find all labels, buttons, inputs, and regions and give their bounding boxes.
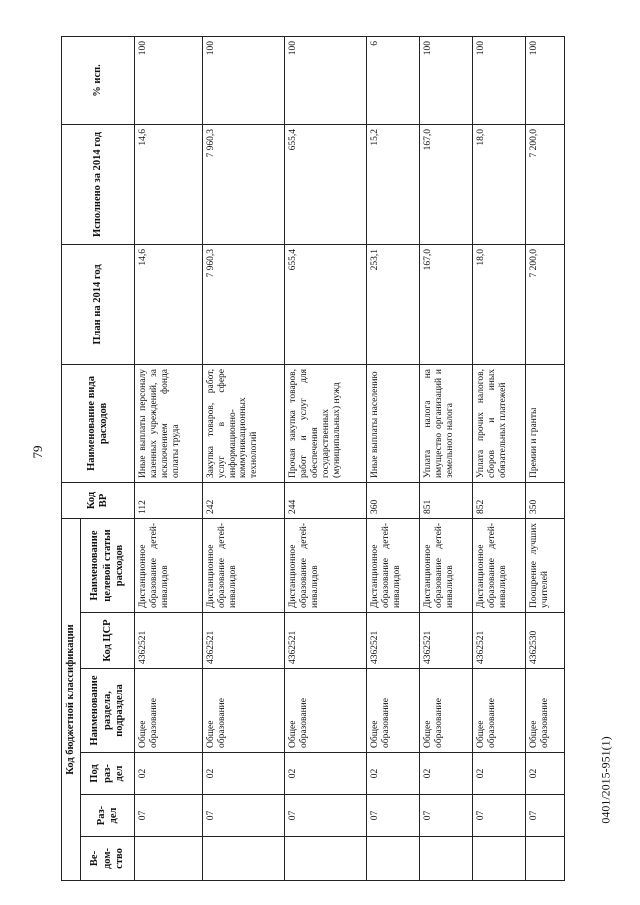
cell-razdel: 07 bbox=[367, 795, 420, 837]
col-pct: % исп. bbox=[62, 36, 135, 124]
cell-vr: 851 bbox=[420, 482, 473, 518]
cell-vr: 242 bbox=[202, 482, 284, 518]
cell-name-razdel: Общее образование bbox=[284, 669, 366, 753]
col-done: Исполнено за 2014 год bbox=[62, 124, 135, 244]
cell-pct: 6 bbox=[367, 36, 420, 124]
budget-table-rotated bbox=[61, 37, 565, 881]
cell-vedomstvo bbox=[202, 837, 284, 881]
cell-vr: 112 bbox=[135, 482, 203, 518]
cell-name-vr: Премии и гранты bbox=[526, 364, 565, 482]
cell-podrazdel: 02 bbox=[284, 753, 366, 795]
cell-plan: 7 200,0 bbox=[526, 244, 565, 364]
cell-podrazdel: 02 bbox=[202, 753, 284, 795]
cell-name-razdel: Общее образование bbox=[526, 669, 565, 753]
cell-done: 7 200,0 bbox=[526, 124, 565, 244]
cell-razdel: 07 bbox=[420, 795, 473, 837]
cell-name-vr: Закупка товаров, работ, услуг в сфере информационно-коммуникационных технологий bbox=[202, 364, 284, 482]
cell-vedomstvo bbox=[420, 837, 473, 881]
cell-razdel: 07 bbox=[526, 795, 565, 837]
cell-name-razdel: Общее образование bbox=[202, 669, 284, 753]
cell-razdel: 07 bbox=[473, 795, 526, 837]
col-name-csr: Наименование целевой статьи расходов bbox=[81, 518, 135, 612]
col-razdel: Раз- дел bbox=[81, 795, 135, 837]
cell-vedomstvo bbox=[526, 837, 565, 881]
cell-done: 7 960,3 bbox=[202, 124, 284, 244]
cell-name-csr: Дистанционное образование детей-инвалидов bbox=[473, 518, 526, 612]
cell-done: 655,4 bbox=[284, 124, 366, 244]
cell-razdel: 07 bbox=[135, 795, 203, 837]
table-row bbox=[526, 36, 565, 880]
cell-name-csr: Дистанционное образование детей-инвалидов bbox=[135, 518, 203, 612]
cell-vr: 244 bbox=[284, 482, 366, 518]
cell-name-csr: Дистанционное образование детей-инвалидов bbox=[202, 518, 284, 612]
table-row bbox=[420, 36, 473, 880]
cell-podrazdel: 02 bbox=[473, 753, 526, 795]
cell-name-razdel: Общее образование bbox=[473, 669, 526, 753]
cell-vr: 852 bbox=[473, 482, 526, 518]
cell-csr: 4362521 bbox=[420, 613, 473, 669]
cell-name-vr: Уплата налога на имущество организаций и земельного налога bbox=[420, 364, 473, 482]
cell-name-vr: Иные выплаты населению bbox=[367, 364, 420, 482]
cell-vedomstvo bbox=[284, 837, 366, 881]
cell-name-csr: Поощрение лучших учителей bbox=[526, 518, 565, 612]
cell-vedomstvo bbox=[473, 837, 526, 881]
classification-group-header: Код бюджетной классификации bbox=[62, 518, 81, 880]
document-code: 0401/2015-951(1) bbox=[598, 736, 613, 824]
page-number: 79 bbox=[30, 445, 45, 459]
table-row bbox=[284, 36, 366, 880]
cell-plan: 18,0 bbox=[473, 244, 526, 364]
cell-razdel: 07 bbox=[202, 795, 284, 837]
cell-csr: 4362521 bbox=[473, 613, 526, 669]
cell-csr: 4362521 bbox=[284, 613, 366, 669]
cell-done: 18,0 bbox=[473, 124, 526, 244]
cell-vr: 350 bbox=[526, 482, 565, 518]
cell-podrazdel: 02 bbox=[526, 753, 565, 795]
cell-podrazdel: 02 bbox=[420, 753, 473, 795]
cell-plan: 167,0 bbox=[420, 244, 473, 364]
cell-name-csr: Дистанционное образование детей-инвалидов bbox=[284, 518, 366, 612]
cell-done: 167,0 bbox=[420, 124, 473, 244]
cell-name-razdel: Общее образование bbox=[135, 669, 203, 753]
cell-csr: 4362521 bbox=[202, 613, 284, 669]
cell-done: 14,6 bbox=[135, 124, 203, 244]
cell-name-razdel: Общее образование bbox=[367, 669, 420, 753]
cell-plan: 14,6 bbox=[135, 244, 203, 364]
col-vedomstvo: Ве- дом- ство bbox=[81, 837, 135, 881]
cell-plan: 7 960,3 bbox=[202, 244, 284, 364]
cell-vedomstvo bbox=[367, 837, 420, 881]
cell-name-csr: Дистанционное образование детей-инвалидов bbox=[420, 518, 473, 612]
budget-table bbox=[61, 36, 565, 881]
cell-name-vr: Иные выплаты персоналу казенных учреждений, за исключением фонда оплаты труда bbox=[135, 364, 203, 482]
cell-csr: 4362530 bbox=[526, 613, 565, 669]
table-row bbox=[473, 36, 526, 880]
cell-pct: 100 bbox=[420, 36, 473, 124]
col-name-razdel: Наименование раздела, подраздела bbox=[81, 669, 135, 753]
cell-podrazdel: 02 bbox=[135, 753, 203, 795]
col-name-vr: Наименование вида расходов bbox=[62, 364, 135, 482]
cell-pct: 100 bbox=[202, 36, 284, 124]
cell-name-vr: Прочая закупка товаров, работ и услуг для обеспечения государственных (муниципальных) нужд bbox=[284, 364, 366, 482]
cell-name-razdel: Общее образование bbox=[420, 669, 473, 753]
cell-pct: 100 bbox=[473, 36, 526, 124]
cell-vedomstvo bbox=[135, 837, 203, 881]
cell-podrazdel: 02 bbox=[367, 753, 420, 795]
col-podrazdel: Под раз- дел bbox=[81, 753, 135, 795]
cell-plan: 655,4 bbox=[284, 244, 366, 364]
table-row bbox=[135, 36, 203, 880]
cell-csr: 4362521 bbox=[135, 613, 203, 669]
cell-razdel: 07 bbox=[284, 795, 366, 837]
table-row bbox=[202, 36, 284, 880]
col-csr: Код ЦСР bbox=[81, 613, 135, 669]
cell-csr: 4362521 bbox=[367, 613, 420, 669]
cell-name-csr: Дистанционное образование детей-инвалидов bbox=[367, 518, 420, 612]
cell-plan: 253,1 bbox=[367, 244, 420, 364]
table-row bbox=[367, 36, 420, 880]
col-vr: Код ВР bbox=[62, 482, 135, 518]
cell-pct: 100 bbox=[135, 36, 203, 124]
col-plan: План на 2014 год bbox=[62, 244, 135, 364]
cell-name-vr: Уплата прочих налогов, сборов и иных обязательных платежей bbox=[473, 364, 526, 482]
cell-done: 15,2 bbox=[367, 124, 420, 244]
cell-vr: 360 bbox=[367, 482, 420, 518]
cell-pct: 100 bbox=[526, 36, 565, 124]
cell-pct: 100 bbox=[284, 36, 366, 124]
